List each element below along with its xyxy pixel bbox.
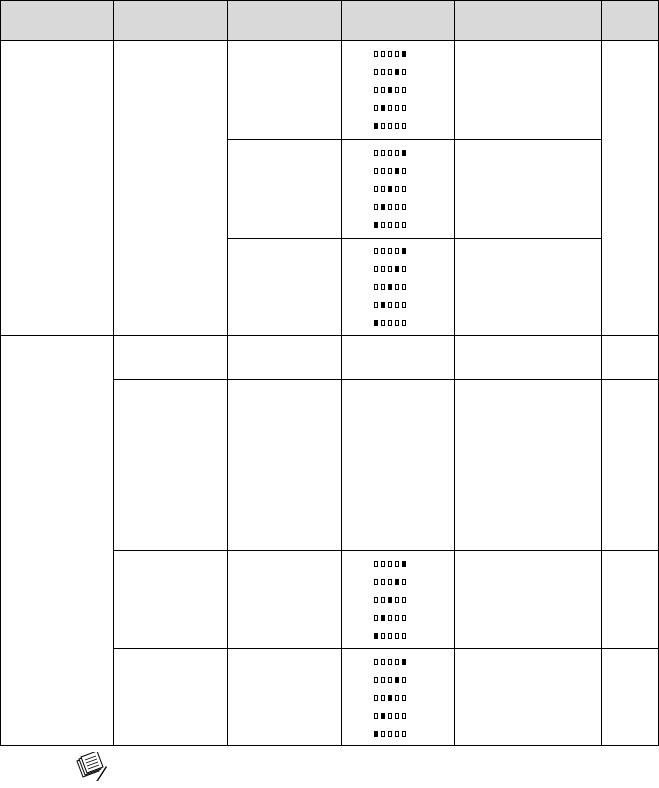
scale-marker-empty (388, 222, 392, 228)
note-pad-icon (73, 752, 107, 782)
scale-level-4 (374, 266, 406, 273)
column-divider (113, 0, 114, 746)
scale-level-5 (374, 51, 406, 58)
scale-level-3 (374, 87, 406, 94)
scale-marker-empty (381, 248, 385, 254)
scale-marker-empty (395, 695, 399, 701)
scale-marker-empty (388, 633, 392, 639)
scale-marker-empty (374, 561, 378, 567)
scale-level-1 (374, 633, 406, 640)
scale-level-5 (374, 659, 406, 666)
scale-marker-empty (388, 677, 392, 683)
scale-marker-empty (374, 284, 378, 290)
scale-marker-filled (374, 320, 378, 326)
column-divider (454, 0, 455, 746)
scale-level-2 (374, 713, 406, 720)
scale-marker-filled (374, 222, 378, 228)
scale-marker-filled (402, 659, 406, 665)
scale-level-2 (374, 204, 406, 211)
scale-marker-empty (388, 713, 392, 719)
scale-marker-empty (374, 87, 378, 93)
scale-marker-empty (381, 222, 385, 228)
scale-level-3 (374, 695, 406, 702)
scale-level-5 (374, 561, 406, 568)
scale-marker-empty (395, 597, 399, 603)
scale-marker-empty (388, 266, 392, 272)
scale-marker-empty (388, 51, 392, 57)
scale-marker-empty (381, 168, 385, 174)
scale-marker-empty (402, 320, 406, 326)
scale-marker-filled (395, 677, 399, 683)
scale-marker-empty (395, 222, 399, 228)
scale-marker-empty (381, 579, 385, 585)
scale-marker-empty (381, 695, 385, 701)
scale-marker-empty (374, 713, 378, 719)
scale-marker-empty (388, 302, 392, 308)
scale-marker-filled (402, 150, 406, 156)
scale-marker-filled (388, 186, 392, 192)
scale-marker-empty (374, 615, 378, 621)
scale-marker-empty (402, 168, 406, 174)
scale-marker-empty (381, 69, 385, 75)
scale-marker-empty (388, 69, 392, 75)
scale-marker-empty (388, 248, 392, 254)
scale-marker-empty (381, 123, 385, 129)
scale-marker-empty (381, 597, 385, 603)
scale-marker-empty (388, 579, 392, 585)
scale-marker-empty (395, 284, 399, 290)
scale-marker-empty (388, 561, 392, 567)
scale-marker-filled (381, 302, 385, 308)
scale-marker-filled (381, 615, 385, 621)
scale-marker-empty (402, 597, 406, 603)
scale-marker-empty (381, 87, 385, 93)
scale-marker-empty (395, 713, 399, 719)
scale-marker-filled (388, 597, 392, 603)
scale-marker-filled (395, 579, 399, 585)
scale-marker-empty (374, 168, 378, 174)
scale-level-3 (374, 284, 406, 291)
scale-marker-empty (381, 266, 385, 272)
column-divider (601, 0, 602, 746)
scale-marker-empty (402, 615, 406, 621)
scale-marker-empty (395, 204, 399, 210)
scale-marker-filled (381, 105, 385, 111)
scale-marker-empty (374, 579, 378, 585)
scale-marker-empty (381, 284, 385, 290)
scale-marker-empty (388, 204, 392, 210)
scale-marker-empty (402, 579, 406, 585)
scale-marker-filled (374, 123, 378, 129)
scale-level-2 (374, 105, 406, 112)
scale-marker-empty (402, 186, 406, 192)
row-divider (113, 550, 659, 551)
row-divider (0, 335, 659, 336)
scale-marker-empty (402, 633, 406, 639)
scale-marker-empty (374, 677, 378, 683)
scale-marker-empty (395, 105, 399, 111)
row-divider (227, 238, 602, 239)
scale-marker-empty (395, 186, 399, 192)
column-divider (227, 0, 228, 746)
scale-marker-empty (395, 248, 399, 254)
scale-marker-empty (402, 222, 406, 228)
scale-marker-filled (374, 731, 378, 737)
scale-marker-empty (388, 105, 392, 111)
row-divider (227, 139, 602, 140)
scale-marker-empty (395, 320, 399, 326)
scale-level-3 (374, 186, 406, 193)
scale-marker-empty (395, 731, 399, 737)
scale-marker-empty (381, 659, 385, 665)
scale-marker-empty (395, 633, 399, 639)
scale-marker-empty (395, 302, 399, 308)
scale-marker-empty (381, 51, 385, 57)
scale-marker-empty (402, 87, 406, 93)
scale-marker-empty (395, 659, 399, 665)
scale-marker-empty (381, 186, 385, 192)
scale-marker-empty (381, 677, 385, 683)
scale-marker-empty (374, 266, 378, 272)
scale-level-1 (374, 731, 406, 738)
scale-marker-empty (402, 69, 406, 75)
scale-marker-empty (374, 186, 378, 192)
scale-marker-empty (374, 150, 378, 156)
row-divider (0, 40, 659, 41)
scale-marker-empty (374, 695, 378, 701)
scale-marker-empty (374, 659, 378, 665)
row-divider (113, 379, 659, 380)
scale-marker-filled (388, 695, 392, 701)
scale-marker-empty (402, 695, 406, 701)
scale-level-1 (374, 320, 406, 327)
scale-marker-empty (388, 659, 392, 665)
row-divider (113, 648, 659, 649)
scale-level-1 (374, 222, 406, 229)
scale-marker-empty (395, 561, 399, 567)
scale-level-2 (374, 302, 406, 309)
scale-marker-empty (388, 731, 392, 737)
scale-marker-filled (395, 266, 399, 272)
scale-marker-filled (381, 713, 385, 719)
scale-marker-empty (402, 105, 406, 111)
scale-marker-filled (381, 204, 385, 210)
scale-level-5 (374, 150, 406, 157)
scale-marker-filled (395, 69, 399, 75)
scale-marker-empty (402, 713, 406, 719)
scale-marker-empty (402, 266, 406, 272)
scale-marker-empty (374, 597, 378, 603)
scale-level-2 (374, 615, 406, 622)
scale-marker-empty (388, 615, 392, 621)
scale-level-4 (374, 168, 406, 175)
scale-marker-filled (395, 168, 399, 174)
scale-marker-empty (388, 150, 392, 156)
scale-marker-empty (374, 105, 378, 111)
scale-marker-empty (381, 731, 385, 737)
scale-marker-empty (402, 302, 406, 308)
scale-marker-empty (388, 168, 392, 174)
scale-level-3 (374, 597, 406, 604)
scale-marker-empty (381, 320, 385, 326)
scale-marker-empty (374, 69, 378, 75)
scale-marker-empty (395, 87, 399, 93)
scale-marker-empty (402, 731, 406, 737)
scale-marker-empty (395, 150, 399, 156)
scale-marker-filled (402, 561, 406, 567)
scale-marker-empty (381, 633, 385, 639)
scale-marker-empty (388, 123, 392, 129)
scale-level-5 (374, 248, 406, 255)
scale-marker-empty (374, 51, 378, 57)
scale-marker-filled (402, 51, 406, 57)
scale-level-1 (374, 123, 406, 130)
scale-level-4 (374, 579, 406, 586)
column-divider (341, 0, 342, 746)
scale-marker-empty (374, 204, 378, 210)
scale-marker-empty (395, 51, 399, 57)
scale-level-4 (374, 677, 406, 684)
scale-marker-empty (395, 615, 399, 621)
scale-marker-empty (402, 204, 406, 210)
scale-marker-empty (402, 284, 406, 290)
scale-level-4 (374, 69, 406, 76)
scale-marker-filled (388, 284, 392, 290)
scale-marker-empty (381, 561, 385, 567)
scale-marker-filled (388, 87, 392, 93)
scale-marker-empty (395, 123, 399, 129)
scale-marker-empty (374, 248, 378, 254)
scale-marker-filled (374, 633, 378, 639)
scale-marker-filled (402, 248, 406, 254)
scale-marker-empty (388, 320, 392, 326)
scale-marker-empty (402, 677, 406, 683)
scale-marker-empty (381, 150, 385, 156)
scale-marker-empty (374, 302, 378, 308)
scale-marker-empty (402, 123, 406, 129)
